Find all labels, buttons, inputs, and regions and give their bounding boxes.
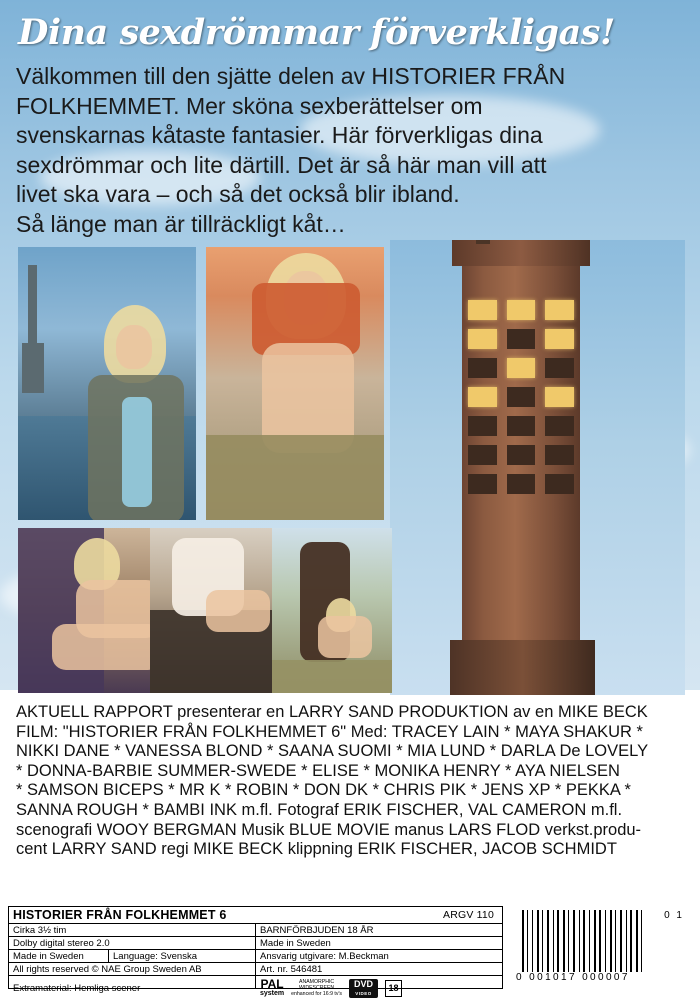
age-18-badge: 18 [385, 980, 402, 997]
spec-runtime: Cirka 3½ tim [9, 924, 255, 937]
intro-paragraph [16, 62, 684, 239]
spec-title-row [9, 907, 502, 924]
credits-line: * DONNA-BARBIE SUMMER-SWEDE * ELISE * MONIKA HENRY * AYA NIELSEN [16, 761, 620, 780]
credits-line: scenografi WOOY BERGMAN Musik BLUE MOVIE manus LARS FLOD verkst.produ- [16, 820, 642, 839]
intro-line: Välkommen till den sjätte delen av HISTORIER FRÅN [16, 63, 566, 89]
intro-line: svenskarnas kåtaste fantasier. Här förverkligas dina [16, 122, 543, 148]
dvd-logo-sub: VIDEO [355, 990, 372, 996]
pal-logo-bottom: system [260, 990, 285, 997]
credits-line: * SAMSON BICEPS * MR K * ROBIN * DON DK * CHRIS PIK * JENS XP * PEKKA * [16, 781, 631, 800]
dvd-video-logo [349, 979, 378, 998]
pal-system-logo [260, 978, 284, 998]
spec-extra: Extramaterial: Hemliga scener [13, 983, 141, 994]
barcode-area [508, 906, 692, 989]
spec-rights: All rights reserved © NAE Group Sweden AB [9, 963, 255, 976]
credits-line: FILM: "HISTORIER FRÅN FOLKHEMMET 6" Med: TRACEY LAIN * MAYA SHAKUR * [16, 722, 643, 741]
spec-panel [8, 906, 503, 998]
anamorphic-line-2: WIDESCREEN [299, 984, 335, 991]
intro-line: sexdrömmar och lite därtill. Det är så här man vill att [16, 151, 547, 178]
pal-logo-top: PAL [260, 977, 284, 991]
credits-block [16, 703, 688, 860]
spec-origin: Made in Sweden [9, 950, 109, 962]
spec-right-column [256, 924, 502, 998]
photo-thumbnail-2 [206, 247, 384, 520]
credits-line: AKTUELL RAPPORT presenterar en LARRY SAND PRODUKTION av en MIKE BECK [16, 703, 648, 721]
spec-article-code: ARGV 110 [442, 909, 494, 921]
spec-language: Language: Svenska [113, 950, 197, 962]
photo-thumbnail-5 [272, 528, 392, 693]
spec-title: HISTORIER FRÅN FOLKHEMMET 6 [13, 908, 227, 922]
spec-made-in: Made in Sweden [256, 937, 502, 950]
anamorphic-widescreen-logo [291, 979, 342, 998]
intro-line: Så länge man är tillräckligt kåt… [16, 210, 346, 237]
credits-line: SANNA ROUGH * BAMBI INK m.fl. Fotograf ERIK FISCHER, VAL CAMERON m.fl. [16, 800, 623, 819]
tower-photo [390, 240, 685, 695]
intro-line: livet ska vara – och så det också blir ibland. [16, 181, 460, 207]
spec-left-column [9, 924, 256, 994]
anamorphic-line-1: ANAMORPHIC [299, 978, 335, 985]
spec-audio: Dolby digital stereo 2.0 [9, 937, 255, 950]
spec-age-rating: BARNFÖRBJUDEN 18 ÅR [256, 924, 502, 937]
cover-headline: Dina sexdrömmar förverkligas! [18, 12, 615, 53]
spec-publisher: Ansvarig utgivare: M.Beckman [256, 950, 502, 963]
barcode-side-digits: 0 1 [664, 910, 684, 921]
barcode-number: 0 001017 000007 [516, 972, 630, 983]
credits-line: cent LARRY SAND regi MIKE BECK klippning ERIK FISCHER, JACOB SCHMIDT [16, 840, 617, 859]
photo-thumbnail-1 [18, 247, 196, 520]
anamorphic-line-3: enhanced for 16:9 tv's [291, 991, 343, 998]
dvd-logo-text: DVD [354, 978, 374, 989]
credits-line: NIKKI DANE * VANESSA BLOND * SAANA SUOMI * MIA LUND * DARLA De LOVELY [16, 742, 649, 761]
intro-line: FOLKHEMMET. Mer sköna sexberättelser om [16, 92, 483, 119]
spec-logo-row [256, 976, 502, 1000]
spec-art-nr: Art. nr. 546481 [256, 963, 502, 976]
barcode-bars [522, 910, 662, 972]
